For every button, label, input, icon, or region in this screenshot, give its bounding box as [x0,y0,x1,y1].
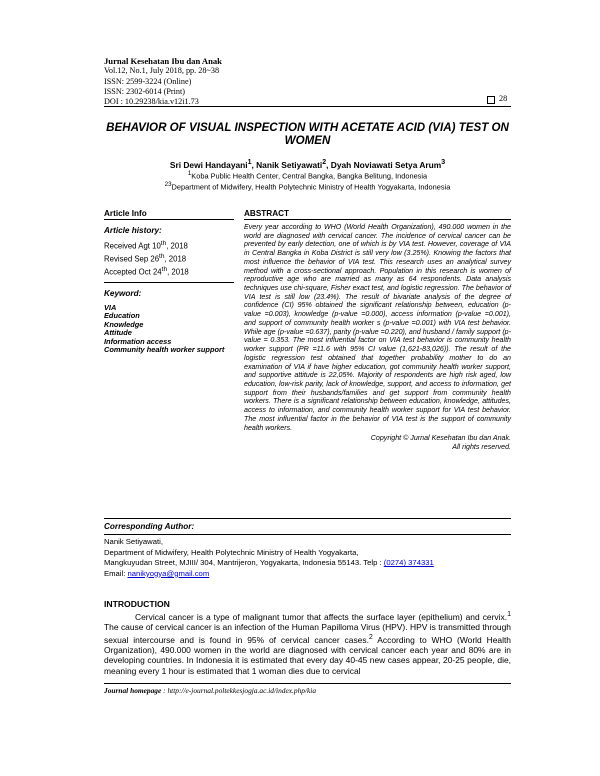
issn-online: ISSN: 2599-3224 (Online) [104,76,192,86]
keyword-item: Knowledge [104,319,144,329]
corresponding-address: Mangkuyudan Street, MJIII/ 304, Mantrijeron, Yogyakarta, Indonesia 55143. Telp : [104,558,384,568]
homepage-label: Journal homepage [104,686,162,695]
article-history [104,239,234,279]
received-date [104,239,234,252]
corresponding-dept: Department of Midwifery, Health Polytechnic Ministry of Health Yogyakarta, [104,547,359,557]
phone-link[interactable]: (0274) 374331 [383,558,434,568]
issn-print: ISSN: 2302-6014 (Print) [104,86,185,96]
homepage-url: : http://e-journal.poltekkesjogja.ac.id/index.php/kia [161,686,317,695]
section-rule [104,518,511,519]
received-year: , 2018 [166,241,188,251]
keyword-item: Community health worker support [104,345,225,355]
introduction-heading: INTRODUCTION [104,599,170,609]
copyright-line-2: All rights reserved. [452,442,511,451]
copyright-line-1: Copyright © Jurnal Kesehatan Ibu dan Anak. [370,434,511,443]
author-1-sup: 1 [247,159,252,166]
copyright [244,434,511,451]
accepted-text: Accepted Oct 24 [104,267,162,277]
accepted-year: , 2018 [167,267,189,277]
corresponding-author [104,537,511,579]
citation-2: 2 [368,633,373,641]
keyword-item: Education [104,311,140,321]
received-text: Received Agt 10 [104,241,161,251]
revised-sup: th [159,253,165,261]
keyword-item: Information access [104,336,172,346]
affiliation-1 [104,170,511,180]
author-1: Sri Dewi Handayani [169,159,248,170]
email-link[interactable]: nanikyogya@gmail.com [127,568,210,578]
accepted-date [104,265,234,278]
paper-title: BEHAVIOR OF VISUAL INSPECTION WITH ACETATE ACID (VIA) TEST ON WOMEN [106,121,509,147]
corresponding-heading: Corresponding Author: [104,522,195,531]
keywords-list [104,304,234,354]
corresponding-name: Nanik Setiyawati, [104,537,163,546]
corresponding-rule [104,534,511,535]
abstract-column [244,209,511,452]
received-sup: th [160,240,167,247]
keyword-item: VIA [104,303,117,312]
intro-part-2: The cause of cervical cancer is an infection of the Human Papilloma Virus (HPV). HPV is transmitted through sexual intercourse and is found in 95% of cervical cancer cases. [104,622,511,645]
affiliation-2 [104,181,511,191]
intro-part-3: According to WHO (World Health Organization), 490.000 women in the world are diagnosed with cervical cancer each year and 80% are in developing countries. In Indonesia it is estimated that every day 40-45 new cases appear, 20-25 people, die, meaning every 1 hour is estimated that 1 woman dies due to cervical [104,634,511,676]
page-box-icon [487,96,495,104]
header-rule [104,106,511,107]
revised-date [104,252,234,265]
affiliation-2-sup: 23 [164,181,172,188]
footer-rule [104,683,511,684]
author-3-sup: 3 [441,159,446,166]
keyword-item: Attitude [104,328,132,338]
affiliation-1-sup: 1 [187,170,192,177]
affiliation-1-text: Koba Public Health Center, Central Bangka, Bangka Belitung, Indonesia [191,171,428,181]
accepted-sup: th [161,266,168,274]
revised-text: Revised Sep 26 [104,254,160,264]
doi: DOI : 10.29238/kia.v12i1.73 [104,97,199,107]
abstract-heading: ABSTRACT [244,209,511,220]
email-label: Email: [104,568,128,578]
abstract-text: Every year according to WHO (World Health Organization), 490.000 women in the world are diagnosed with cervical cancer. The incidence of cervical cancer can be prevented by early detection, one of which is by VIA test. However, coverage of VIA in Central Bangka in Koba District is still very low (3.25%). Knowing the factors that most influence the behavior of VIA test. This research uses an analytical survey method with a cross-sectional approach. Population in this research is women of reproductive age who are married as many as 64 respondents. Data analysis techniques use chi-square, Fisher exact test, and logistic regression. The behavior of VIA test is still low (23.4%). The result of bivariate analysis of the degree of confidence (CI) 95% obtained the significant relationship between, education (p-value =0.003), knowledge (p-value =0.000), access information (p-value =0.001), and support of community health worker s (p-value =0.001) with VIA test behavior. While age (p-value =0.637), parity (p-value =0.220), and husband / family support (p-value = 0.353. The most influential factor on VIA test behavior is community health worker support (PR =11.6 with 95% CI value (1,621-83,026)). The result of the logistic regression test obtained that together probability mother to do an examination of VIA if have higher education, got community health worker support, and supportive attitude is 22,05%. Majority of respondents are high risk aged, low education, low-risk parity, lack of knowledge, support, and access to information, get support from their husbands/families and get support from community health workers. There is a significant relationship between education, knowledge, attitudes, access to information, and community health worker support for VIA test behavior. The most influential factor in the behavior of VIA test is the support of community health workers. [244,223,511,432]
journal-header [104,56,504,107]
article-history-heading: Article history: [104,226,162,235]
intro-part-1: Cervical cancer is a type of malignant tumor that affects the surface layer (epithelium) and cervix. [135,611,508,622]
author-list [104,159,511,170]
journal-homepage [104,686,316,695]
corresponding-email-line [104,569,511,580]
journal-volume: Vol.12, No.1, July 2018, pp. 28~38 [104,66,220,76]
corresponding-address-line [104,558,511,569]
keywords-heading: Keyword: [104,289,142,298]
citation-1: 1 [507,611,511,618]
page-number: 28 [499,94,508,103]
author-2-sup: 2 [322,159,327,166]
affiliation-2-text: Department of Midwifery, Health Polytechnic Ministry of Health Yogyakarta, Indonesia [171,182,451,192]
article-info-column [104,209,234,279]
author-2: , Nanik Setiyawati [251,159,323,170]
journal-name: Jurnal Kesehatan Ibu dan Anak [104,56,222,66]
keywords-block [104,282,234,354]
author-3: , Dyah Noviawati Setya Arum [326,159,442,170]
introduction-text [104,610,511,676]
article-info-heading: Article Info [104,209,234,220]
revised-year: , 2018 [164,254,187,264]
